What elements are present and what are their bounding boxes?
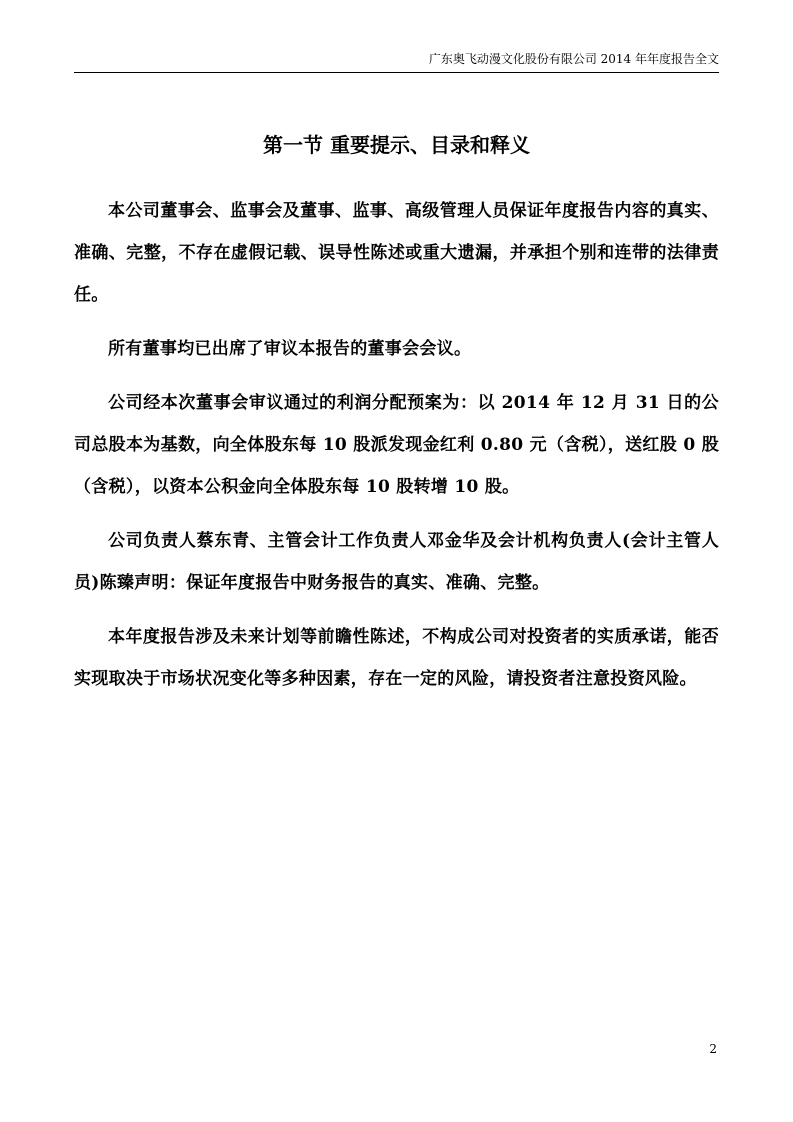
body-text — [74, 190, 719, 712]
running-header: 广东奥飞动漫文化股份有限公司 2014 年年度报告全文 — [428, 52, 719, 66]
section-title: 第一节 重要提示、目录和释义 — [263, 133, 530, 157]
paragraph-directors-attendance: 所有董事均已出席了审议本报告的董事会会议。 — [108, 339, 472, 359]
paragraph-forward-looking-risk: 本年度报告涉及未来计划等前瞻性陈述，不构成公司对投资者的实质承诺，能否实现取决于市场状况变化等多种因素，存在一定的风险，请投资者注意投资风险。 — [74, 627, 719, 689]
header-divider — [74, 72, 719, 73]
paragraph-profit-distribution: 公司经本次董事会审议通过的利润分配预案为：以 2014 年 12 月 31 日的公司总股本为基数，向全体股东每 10 股派发现金红利 0.80 元（含税），送红股 0 股（含税），以资本公积金向全体股东每 10 股转增 10 股。 — [74, 393, 719, 497]
paragraph-responsible-persons-statement: 公司负责人蔡东青、主管会计工作负责人邓金华及会计机构负责人(会计主管人员)陈臻声明：保证年度报告中财务报告的真实、准确、完整。 — [74, 531, 719, 593]
paragraph-board-guarantee: 本公司董事会、监事会及董事、监事、高级管理人员保证年度报告内容的真实、准确、完整，不存在虚假记载、误导性陈述或重大遗漏，并承担个别和连带的法律责任。 — [74, 201, 719, 305]
page-number: 2 — [709, 1042, 717, 1056]
